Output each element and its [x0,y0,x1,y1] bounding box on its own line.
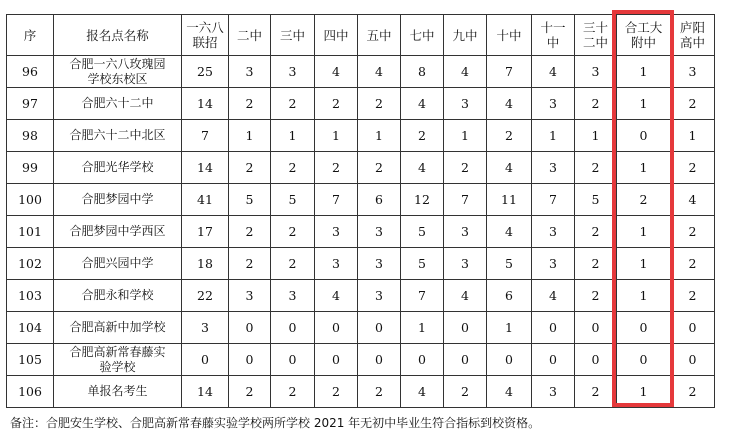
quota-cell: 3 [575,56,617,88]
quota-cell: 2 [575,376,617,408]
quota-cell: 0 [575,312,617,344]
quota-cell: 0 [532,344,575,376]
quota-cell: 1 [617,88,671,120]
quota-cell: 0 [271,344,315,376]
quota-cell: 2 [271,216,315,248]
quota-cell: 2 [487,120,532,152]
quota-cell: 2 [671,280,715,312]
quota-cell: 1 [271,120,315,152]
quota-cell: 0 [487,344,532,376]
school-name-cell: 合肥高新中加学校 [54,312,182,344]
quota-cell: 5 [401,248,444,280]
quota-cell: 14 [182,376,229,408]
row-number-cell: 99 [7,152,54,184]
header-cell: 三中 [271,15,315,56]
header-cell: 十中 [487,15,532,56]
quota-cell: 0 [617,120,671,152]
row-number-cell: 105 [7,344,54,376]
quota-cell: 5 [575,184,617,216]
quota-cell: 2 [575,152,617,184]
header-cell: 十一 中 [532,15,575,56]
header-cell: 四中 [315,15,358,56]
quota-cell: 8 [401,56,444,88]
quota-cell: 4 [671,184,715,216]
quota-cell: 4 [487,152,532,184]
quota-cell: 0 [315,312,358,344]
school-name-cell: 合肥六十二中 [54,88,182,120]
quota-cell: 2 [575,248,617,280]
quota-cell: 6 [487,280,532,312]
quota-cell: 3 [532,88,575,120]
quota-cell: 4 [401,88,444,120]
quota-cell: 1 [358,120,401,152]
header-cell: 七中 [401,15,444,56]
quota-cell: 0 [358,312,401,344]
header-cell: 序 [7,15,54,56]
school-name-cell: 单报名考生 [54,376,182,408]
quota-cell: 3 [271,280,315,312]
school-name-cell: 合肥光华学校 [54,152,182,184]
row-number-cell: 106 [7,376,54,408]
quota-cell: 5 [271,184,315,216]
quota-cell: 4 [315,280,358,312]
quota-cell: 5 [229,184,271,216]
header-cell: 一六八 联招 [182,15,229,56]
quota-cell: 1 [401,312,444,344]
quota-cell: 17 [182,216,229,248]
quota-cell: 3 [271,56,315,88]
header-cell: 报名点名称 [54,15,182,56]
quota-cell: 12 [401,184,444,216]
quota-cell: 0 [229,312,271,344]
header-cell: 九中 [444,15,487,56]
quota-cell: 7 [444,184,487,216]
quota-cell: 11 [487,184,532,216]
quota-cell: 1 [575,120,617,152]
quota-cell: 3 [671,56,715,88]
quota-cell: 0 [444,344,487,376]
quota-cell: 7 [487,56,532,88]
quota-cell: 0 [229,344,271,376]
quota-cell: 3 [182,312,229,344]
quota-cell: 1 [315,120,358,152]
quota-cell: 1 [487,312,532,344]
quota-cell: 2 [671,216,715,248]
quota-cell: 2 [575,216,617,248]
quota-cell: 2 [229,248,271,280]
quota-cell: 41 [182,184,229,216]
row-number-cell: 96 [7,56,54,88]
quota-cell: 3 [358,216,401,248]
quota-cell: 2 [271,88,315,120]
quota-cell: 6 [358,184,401,216]
quota-cell: 3 [532,376,575,408]
quota-cell: 2 [617,184,671,216]
quota-cell: 0 [401,344,444,376]
quota-cell: 1 [617,56,671,88]
table-row [7,376,715,408]
quota-cell: 0 [444,312,487,344]
quota-cell: 0 [271,312,315,344]
quota-cell: 5 [401,216,444,248]
quota-cell: 2 [358,376,401,408]
quota-cell: 3 [315,248,358,280]
quota-cell: 3 [229,280,271,312]
quota-cell: 3 [229,56,271,88]
quota-cell: 2 [401,120,444,152]
quota-cell: 2 [229,88,271,120]
quota-cell: 3 [315,216,358,248]
quota-cell: 2 [271,152,315,184]
quota-cell: 2 [271,376,315,408]
quota-cell: 4 [487,216,532,248]
quota-table [6,14,715,408]
quota-cell: 0 [617,312,671,344]
quota-cell: 3 [532,248,575,280]
quota-cell: 0 [532,312,575,344]
quota-cell: 2 [315,152,358,184]
quota-cell: 1 [617,280,671,312]
quota-cell: 2 [315,376,358,408]
row-number-cell: 100 [7,184,54,216]
quota-cell: 1 [617,248,671,280]
row-number-cell: 103 [7,280,54,312]
quota-cell: 1 [229,120,271,152]
table-row [7,216,715,248]
quota-cell: 1 [617,152,671,184]
table-row [7,312,715,344]
quota-cell: 7 [182,120,229,152]
quota-cell: 3 [358,248,401,280]
quota-cell: 2 [575,88,617,120]
row-number-cell: 98 [7,120,54,152]
header-cell: 庐阳 高中 [671,15,715,56]
table-row [7,88,715,120]
table-row [7,280,715,312]
table-row [7,184,715,216]
quota-cell: 0 [617,344,671,376]
quota-cell: 3 [444,88,487,120]
quota-cell: 2 [358,88,401,120]
quota-cell: 4 [358,56,401,88]
quota-cell: 2 [229,152,271,184]
quota-cell: 1 [444,120,487,152]
school-name-cell: 合肥一六八玫瑰园 学校东校区 [54,56,182,88]
table-row [7,56,715,88]
header-cell: 二中 [229,15,271,56]
row-number-cell: 104 [7,312,54,344]
quota-cell: 22 [182,280,229,312]
quota-cell: 2 [229,376,271,408]
quota-cell: 0 [358,344,401,376]
quota-cell: 2 [229,216,271,248]
school-name-cell: 合肥永和学校 [54,280,182,312]
quota-cell: 2 [315,88,358,120]
table-row [7,344,715,376]
quota-cell: 0 [182,344,229,376]
quota-cell: 3 [444,216,487,248]
quota-cell: 1 [617,216,671,248]
header-cell: 合工大 附中 [617,15,671,56]
quota-cell: 2 [271,248,315,280]
quota-cell: 3 [358,280,401,312]
quota-cell: 7 [401,280,444,312]
quota-cell: 2 [444,376,487,408]
school-name-cell: 合肥六十二中北区 [54,120,182,152]
quota-cell: 2 [358,152,401,184]
quota-cell: 18 [182,248,229,280]
row-number-cell: 102 [7,248,54,280]
quota-cell: 3 [444,248,487,280]
school-name-cell: 合肥梦园中学 [54,184,182,216]
quota-cell: 14 [182,88,229,120]
quota-cell: 4 [315,56,358,88]
quota-cell: 0 [671,344,715,376]
quota-cell: 4 [444,280,487,312]
quota-cell: 2 [671,152,715,184]
quota-cell: 25 [182,56,229,88]
row-number-cell: 101 [7,216,54,248]
quota-cell: 4 [401,152,444,184]
table-row [7,248,715,280]
quota-cell: 7 [532,184,575,216]
quota-cell: 2 [671,88,715,120]
quota-cell: 2 [671,248,715,280]
header-cell: 五中 [358,15,401,56]
row-number-cell: 97 [7,88,54,120]
quota-cell: 7 [315,184,358,216]
quota-cell: 2 [444,152,487,184]
table-row [7,120,715,152]
quota-cell: 2 [575,280,617,312]
quota-cell: 4 [532,280,575,312]
header-row [7,15,715,56]
quota-cell: 0 [575,344,617,376]
quota-cell: 2 [671,376,715,408]
quota-cell: 0 [671,312,715,344]
quota-cell: 4 [487,88,532,120]
quota-cell: 0 [315,344,358,376]
quota-cell: 3 [532,152,575,184]
quota-cell: 4 [487,376,532,408]
quota-cell: 5 [487,248,532,280]
quota-cell: 1 [617,376,671,408]
footnote: 备注：合肥安生学校、合肥高新常春藤实验学校两所学校 2021 年无初中毕业生符合指标到校资格。 [10,416,541,430]
quota-cell: 1 [671,120,715,152]
quota-cell: 4 [401,376,444,408]
school-name-cell: 合肥高新常春藤实 验学校 [54,344,182,376]
header-cell: 三十 二中 [575,15,617,56]
quota-cell: 1 [532,120,575,152]
quota-cell: 3 [532,216,575,248]
school-name-cell: 合肥梦园中学西区 [54,216,182,248]
quota-cell: 14 [182,152,229,184]
quota-cell: 4 [532,56,575,88]
school-name-cell: 合肥兴园中学 [54,248,182,280]
table-row [7,152,715,184]
quota-cell: 4 [444,56,487,88]
